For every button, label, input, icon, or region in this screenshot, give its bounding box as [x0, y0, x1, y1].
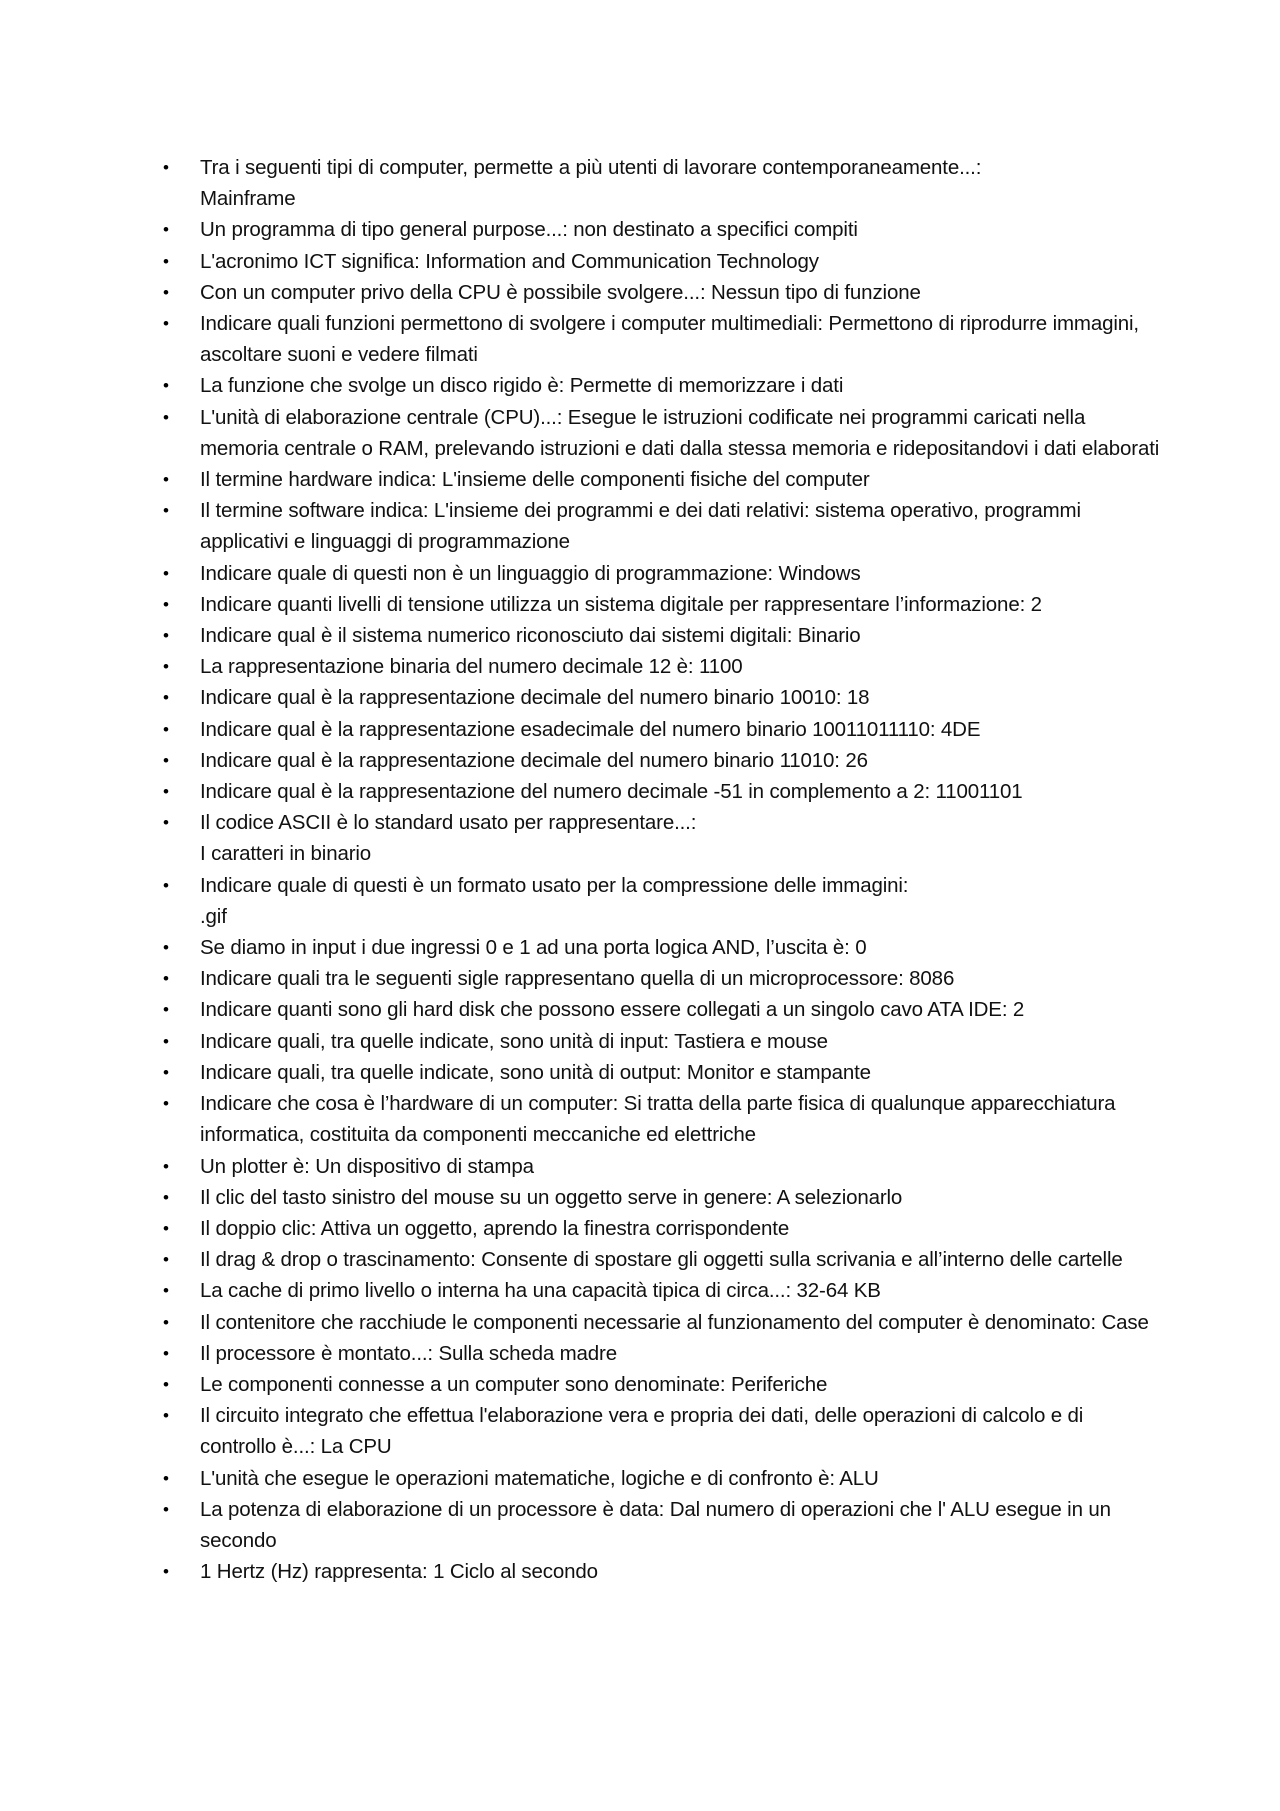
list-item	[160, 1213, 1160, 1244]
list-item	[160, 589, 1160, 620]
bullet-icon: •	[163, 813, 169, 833]
bullet-icon: •	[163, 1374, 169, 1394]
bullet-icon: •	[163, 470, 169, 490]
bullet-icon: •	[163, 1562, 169, 1582]
list-item	[160, 1088, 1160, 1150]
bullet-icon: •	[163, 938, 169, 958]
list-item	[160, 1463, 1160, 1494]
bullet-icon: •	[163, 657, 169, 677]
list-item	[160, 932, 1160, 963]
list-item-text: La rappresentazione binaria del numero decimale 12 è: 1100	[200, 655, 743, 679]
list-item	[160, 807, 1160, 869]
list-item-text: Con un computer privo della CPU è possibile svolgere...: Nessun tipo di funzione	[200, 280, 921, 304]
list-item	[160, 1556, 1160, 1587]
list-item	[160, 277, 1160, 308]
list-item-text: Indicare qual è la rappresentazione decimale del numero binario 10010: 18	[200, 686, 870, 710]
list-item-text: Un programma di tipo general purpose...: non destinato a specifici compiti	[200, 218, 858, 242]
list-item	[160, 308, 1160, 370]
bullet-icon: •	[163, 563, 169, 583]
bullet-icon: •	[163, 1312, 169, 1332]
list-item	[160, 776, 1160, 807]
list-item-text: Indicare quanti sono gli hard disk che possono essere collegati a un singolo cavo ATA IDE: 2	[200, 998, 1025, 1022]
list-item-text: Indicare qual è la rappresentazione del numero decimale -51 in complemento a 2: 11001101	[200, 780, 1023, 804]
list-item-text: La funzione che svolge un disco rigido è: Permette di memorizzare i dati	[200, 374, 844, 398]
list-item	[160, 963, 1160, 994]
bullet-icon: •	[163, 501, 169, 521]
list-item	[160, 1338, 1160, 1369]
bullet-icon: •	[163, 969, 169, 989]
list-item	[160, 214, 1160, 245]
bullet-icon: •	[163, 750, 169, 770]
bullet-icon: •	[163, 1062, 169, 1082]
list-item-text: L'unità di elaborazione centrale (CPU)...: Esegue le istruzioni codificate nei programmi caricati nella memoria centrale o RAM, prelevando istruzioni e dati dalla stessa memoria e ridepositandovi i dati elaborati	[200, 405, 1160, 460]
list-item-text: Il termine software indica: L'insieme dei programmi e dei dati relativi: sistema operativo, programmi applicativi e linguaggi di programmazione	[200, 499, 1081, 554]
list-item	[160, 402, 1160, 464]
bullet-icon: •	[163, 1218, 169, 1238]
bullet-icon: •	[163, 594, 169, 614]
list-item-text: Le componenti connesse a un computer sono denominate: Periferiche	[200, 1372, 828, 1396]
list-item-text: Indicare quale di questi non è un linguaggio di programmazione: Windows	[200, 561, 861, 585]
bullet-icon: •	[163, 1281, 169, 1301]
list-item	[160, 1275, 1160, 1306]
list-item-text: Indicare quanti livelli di tensione utilizza un sistema digitale per rappresentare l’informazione: 2	[200, 592, 1042, 616]
bullet-icon: •	[163, 719, 169, 739]
list-item-text: Un plotter è: Un dispositivo di stampa	[200, 1154, 534, 1178]
list-item	[160, 1244, 1160, 1275]
list-item	[160, 1369, 1160, 1400]
list-item	[160, 1057, 1160, 1088]
list-item	[160, 370, 1160, 401]
bullet-list	[160, 152, 1160, 1587]
list-item-text: Il circuito integrato che effettua l'elaborazione vera e propria dei dati, delle operazioni di calcolo e di controllo è...: La CPU	[200, 1404, 1084, 1459]
list-item	[160, 1151, 1160, 1182]
list-item	[160, 1494, 1160, 1556]
list-item-text: Indicare quali, tra quelle indicate, sono unità di output: Monitor e stampante	[200, 1060, 871, 1084]
list-item-text: Tra i seguenti tipi di computer, permette a più utenti di lavorare contemporaneamente...: Mainframe	[200, 156, 982, 211]
list-item-text: Il termine hardware indica: L'insieme delle componenti fisiche del computer	[200, 468, 870, 492]
list-item	[160, 152, 1160, 214]
list-item-text: La cache di primo livello o interna ha una capacità tipica di circa...: 32-64 KB	[200, 1279, 881, 1303]
list-item-text: Indicare qual è la rappresentazione esadecimale del numero binario 10011011110: 4DE	[200, 717, 981, 741]
bullet-icon: •	[163, 220, 169, 240]
bullet-icon: •	[163, 688, 169, 708]
list-item	[160, 994, 1160, 1025]
list-item-text: L'acronimo ICT significa: Information and Communication Technology	[200, 249, 819, 273]
list-item	[160, 682, 1160, 713]
bullet-icon: •	[163, 782, 169, 802]
bullet-icon: •	[163, 1499, 169, 1519]
bullet-icon: •	[163, 158, 169, 177]
bullet-icon: •	[163, 314, 169, 334]
list-item-text: 1 Hertz (Hz) rappresenta: 1 Ciclo al secondo	[200, 1560, 598, 1584]
list-item	[160, 246, 1160, 277]
list-item	[160, 620, 1160, 651]
list-item	[160, 1026, 1160, 1057]
list-item-text: Se diamo in input i due ingressi 0 e 1 ad una porta logica AND, l’uscita è: 0	[200, 936, 867, 960]
list-item	[160, 870, 1160, 932]
bullet-icon: •	[163, 1250, 169, 1270]
bullet-icon: •	[163, 1000, 169, 1020]
bullet-icon: •	[163, 251, 169, 271]
list-item	[160, 1182, 1160, 1213]
list-item	[160, 714, 1160, 745]
bullet-icon: •	[163, 1031, 169, 1051]
bullet-icon: •	[163, 875, 169, 895]
list-item-text: Indicare quali funzioni permettono di svolgere i computer multimediali: Permettono di riprodurre immagini, ascoltare suoni e vedere filmati	[200, 312, 1139, 367]
list-item	[160, 558, 1160, 589]
list-item	[160, 464, 1160, 495]
list-item-text: Il codice ASCII è lo standard usato per rappresentare...: I caratteri in binario	[200, 811, 697, 866]
list-item-text: La potenza di elaborazione di un processore è data: Dal numero di operazioni che l' ALU esegue in un secondo	[200, 1497, 1111, 1552]
list-item	[160, 745, 1160, 776]
list-item	[160, 651, 1160, 682]
bullet-icon: •	[163, 626, 169, 646]
list-item-text: Il drag & drop o trascinamento: Consente di spostare gli oggetti sulla scrivania e all’interno delle cartelle	[200, 1248, 1123, 1272]
list-item-text: Il doppio clic: Attiva un oggetto, aprendo la finestra corrispondente	[200, 1216, 790, 1240]
bullet-icon: •	[163, 1468, 169, 1488]
bullet-icon: •	[163, 1187, 169, 1207]
list-item	[160, 1400, 1160, 1462]
bullet-icon: •	[163, 376, 169, 396]
list-item-text: Indicare quali tra le seguenti sigle rappresentano quella di un microprocessore: 8086	[200, 967, 955, 991]
bullet-icon: •	[163, 1094, 169, 1114]
list-item-text: Il processore è montato...: Sulla scheda madre	[200, 1341, 617, 1365]
bullet-icon: •	[163, 1343, 169, 1363]
bullet-icon: •	[163, 1406, 169, 1426]
list-item-text: Indicare qual è il sistema numerico riconosciuto dai sistemi digitali: Binario	[200, 624, 861, 648]
list-item-text: L'unità che esegue le operazioni matematiche, logiche e di confronto è: ALU	[200, 1466, 879, 1490]
list-item-text: Indicare qual è la rappresentazione decimale del numero binario 11010: 26	[200, 748, 868, 772]
list-item	[160, 495, 1160, 557]
bullet-icon: •	[163, 282, 169, 302]
list-item-text: Il clic del tasto sinistro del mouse su un oggetto serve in genere: A selezionarlo	[200, 1185, 903, 1209]
list-item	[160, 1307, 1160, 1338]
list-item-text: Indicare che cosa è l’hardware di un computer: Si tratta della parte fisica di qualunque apparecchiatura informatica, costituita da componenti meccaniche ed elettriche	[200, 1092, 1116, 1147]
list-item-text: Indicare quali, tra quelle indicate, sono unità di input: Tastiera e mouse	[200, 1029, 828, 1053]
bullet-icon: •	[163, 407, 169, 427]
bullet-icon: •	[163, 1156, 169, 1176]
list-item-text: Indicare quale di questi è un formato usato per la compressione delle immagini: .gif	[200, 873, 909, 928]
list-item-text: Il contenitore che racchiude le componenti necessarie al funzionamento del computer è denominato: Case	[200, 1310, 1149, 1334]
